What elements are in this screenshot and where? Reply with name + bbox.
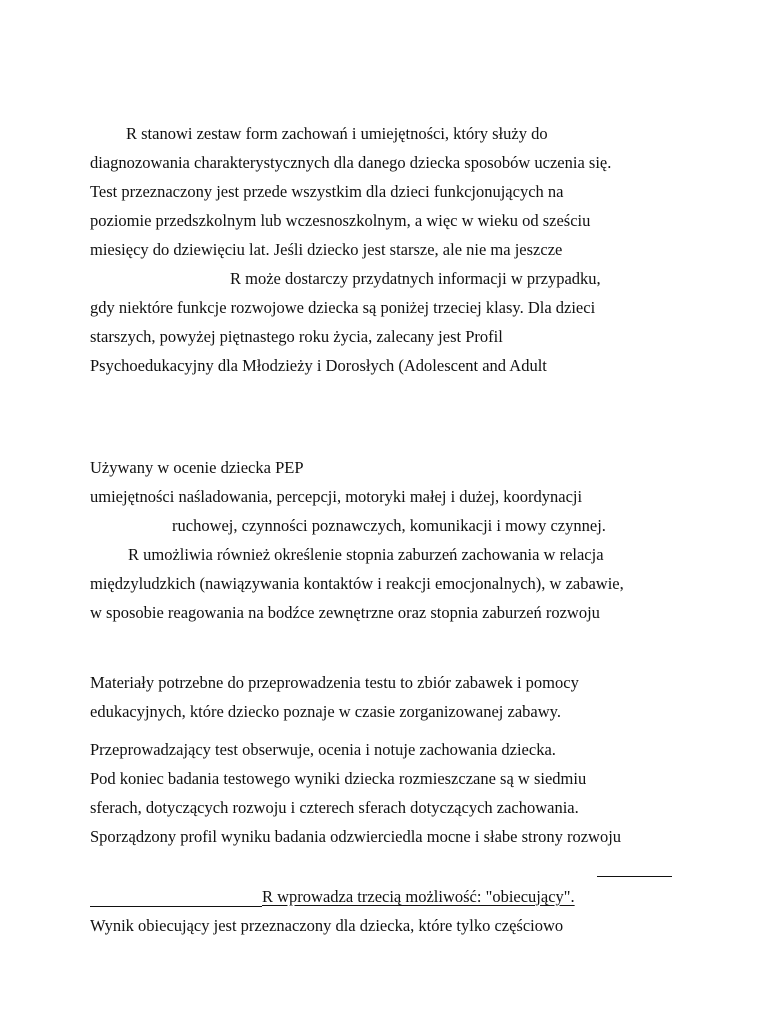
paragraph2-line-1: Używany w ocenie dziecka PEP	[90, 458, 304, 477]
paragraph2-line-6: w sposobie reagowania na bodźce zewnętrzne oraz stopnia zaburzeń rozwoju	[90, 603, 600, 622]
paragraph1-line-9: Psychoedukacyjny dla Młodzieży i Dorosłych (Adolescent and Adult	[90, 356, 547, 375]
paragraph5-line-1: R wprowadza trzecią możliwość: "obiecujący".	[262, 887, 575, 906]
paragraph2-line-3: ruchowej, czynności poznawczych, komunikacji i mowy czynnej.	[172, 516, 606, 535]
paragraph1-line-3: Test przeznaczony jest przede wszystkim dla dzieci funkcjonujących na	[90, 182, 564, 201]
paragraph2-line-5: międzyludzkich (nawiązywania kontaktów i reakcji emocjonalnych), w zabawie,	[90, 574, 624, 593]
paragraph2-line-2: umiejętności naśladowania, percepcji, motoryki małej i dużej, koordynacji	[90, 487, 583, 506]
paragraph1-line-2: diagnozowania charakterystycznych dla danego dziecka sposobów uczenia się.	[90, 153, 612, 172]
paragraph4-line-1: Przeprowadzający test obserwuje, ocenia i notuje zachowania dziecka.	[90, 740, 556, 759]
paragraph1-line-7: gdy niektóre funkcje rozwojowe dziecka są poniżej trzeciej klasy. Dla dzieci	[90, 298, 596, 317]
paragraph1-line-1: R stanowi zestaw form zachowań i umiejętności, który służy do	[126, 124, 548, 143]
paragraph3-line-2: edukacyjnych, które dziecko poznaje w czasie zorganizowanej zabawy.	[90, 702, 561, 721]
paragraph4-line-2: Pod koniec badania testowego wyniki dziecka rozmieszczane są w siedmiu	[90, 769, 587, 788]
paragraph2-line-4: R umożliwia również określenie stopnia zaburzeń zachowania w relacja	[128, 545, 604, 564]
paragraph1-line-5: miesięcy do dziewięciu lat. Jeśli dziecko jest starsze, ale nie ma jeszcze	[90, 240, 563, 259]
paragraph5-line-2: Wynik obiecujący jest przeznaczony dla dziecka, które tylko częściowo	[90, 916, 564, 935]
paragraph4-line-3: sferach, dotyczących rozwoju i czterech sferach dotyczących zachowania.	[90, 798, 579, 817]
paragraph3-line-1: Materiały potrzebne do przeprowadzenia testu to zbiór zabawek i pomocy	[90, 673, 579, 692]
paragraph4-line-4: Sporządzony profil wyniku badania odzwierciedla mocne i słabe strony rozwoju	[90, 827, 622, 846]
blank-rule-left	[90, 906, 262, 907]
paragraph1-line-8: starszych, powyżej piętnastego roku życia, zalecany jest Profil	[90, 327, 503, 346]
blank-rule-right	[597, 876, 672, 877]
paragraph1-line-6: R może dostarczy przydatnych informacji w przypadku,	[230, 269, 601, 288]
paragraph1-line-4: poziomie przedszkolnym lub wczesnoszkolnym, a więc w wieku od sześciu	[90, 211, 591, 230]
